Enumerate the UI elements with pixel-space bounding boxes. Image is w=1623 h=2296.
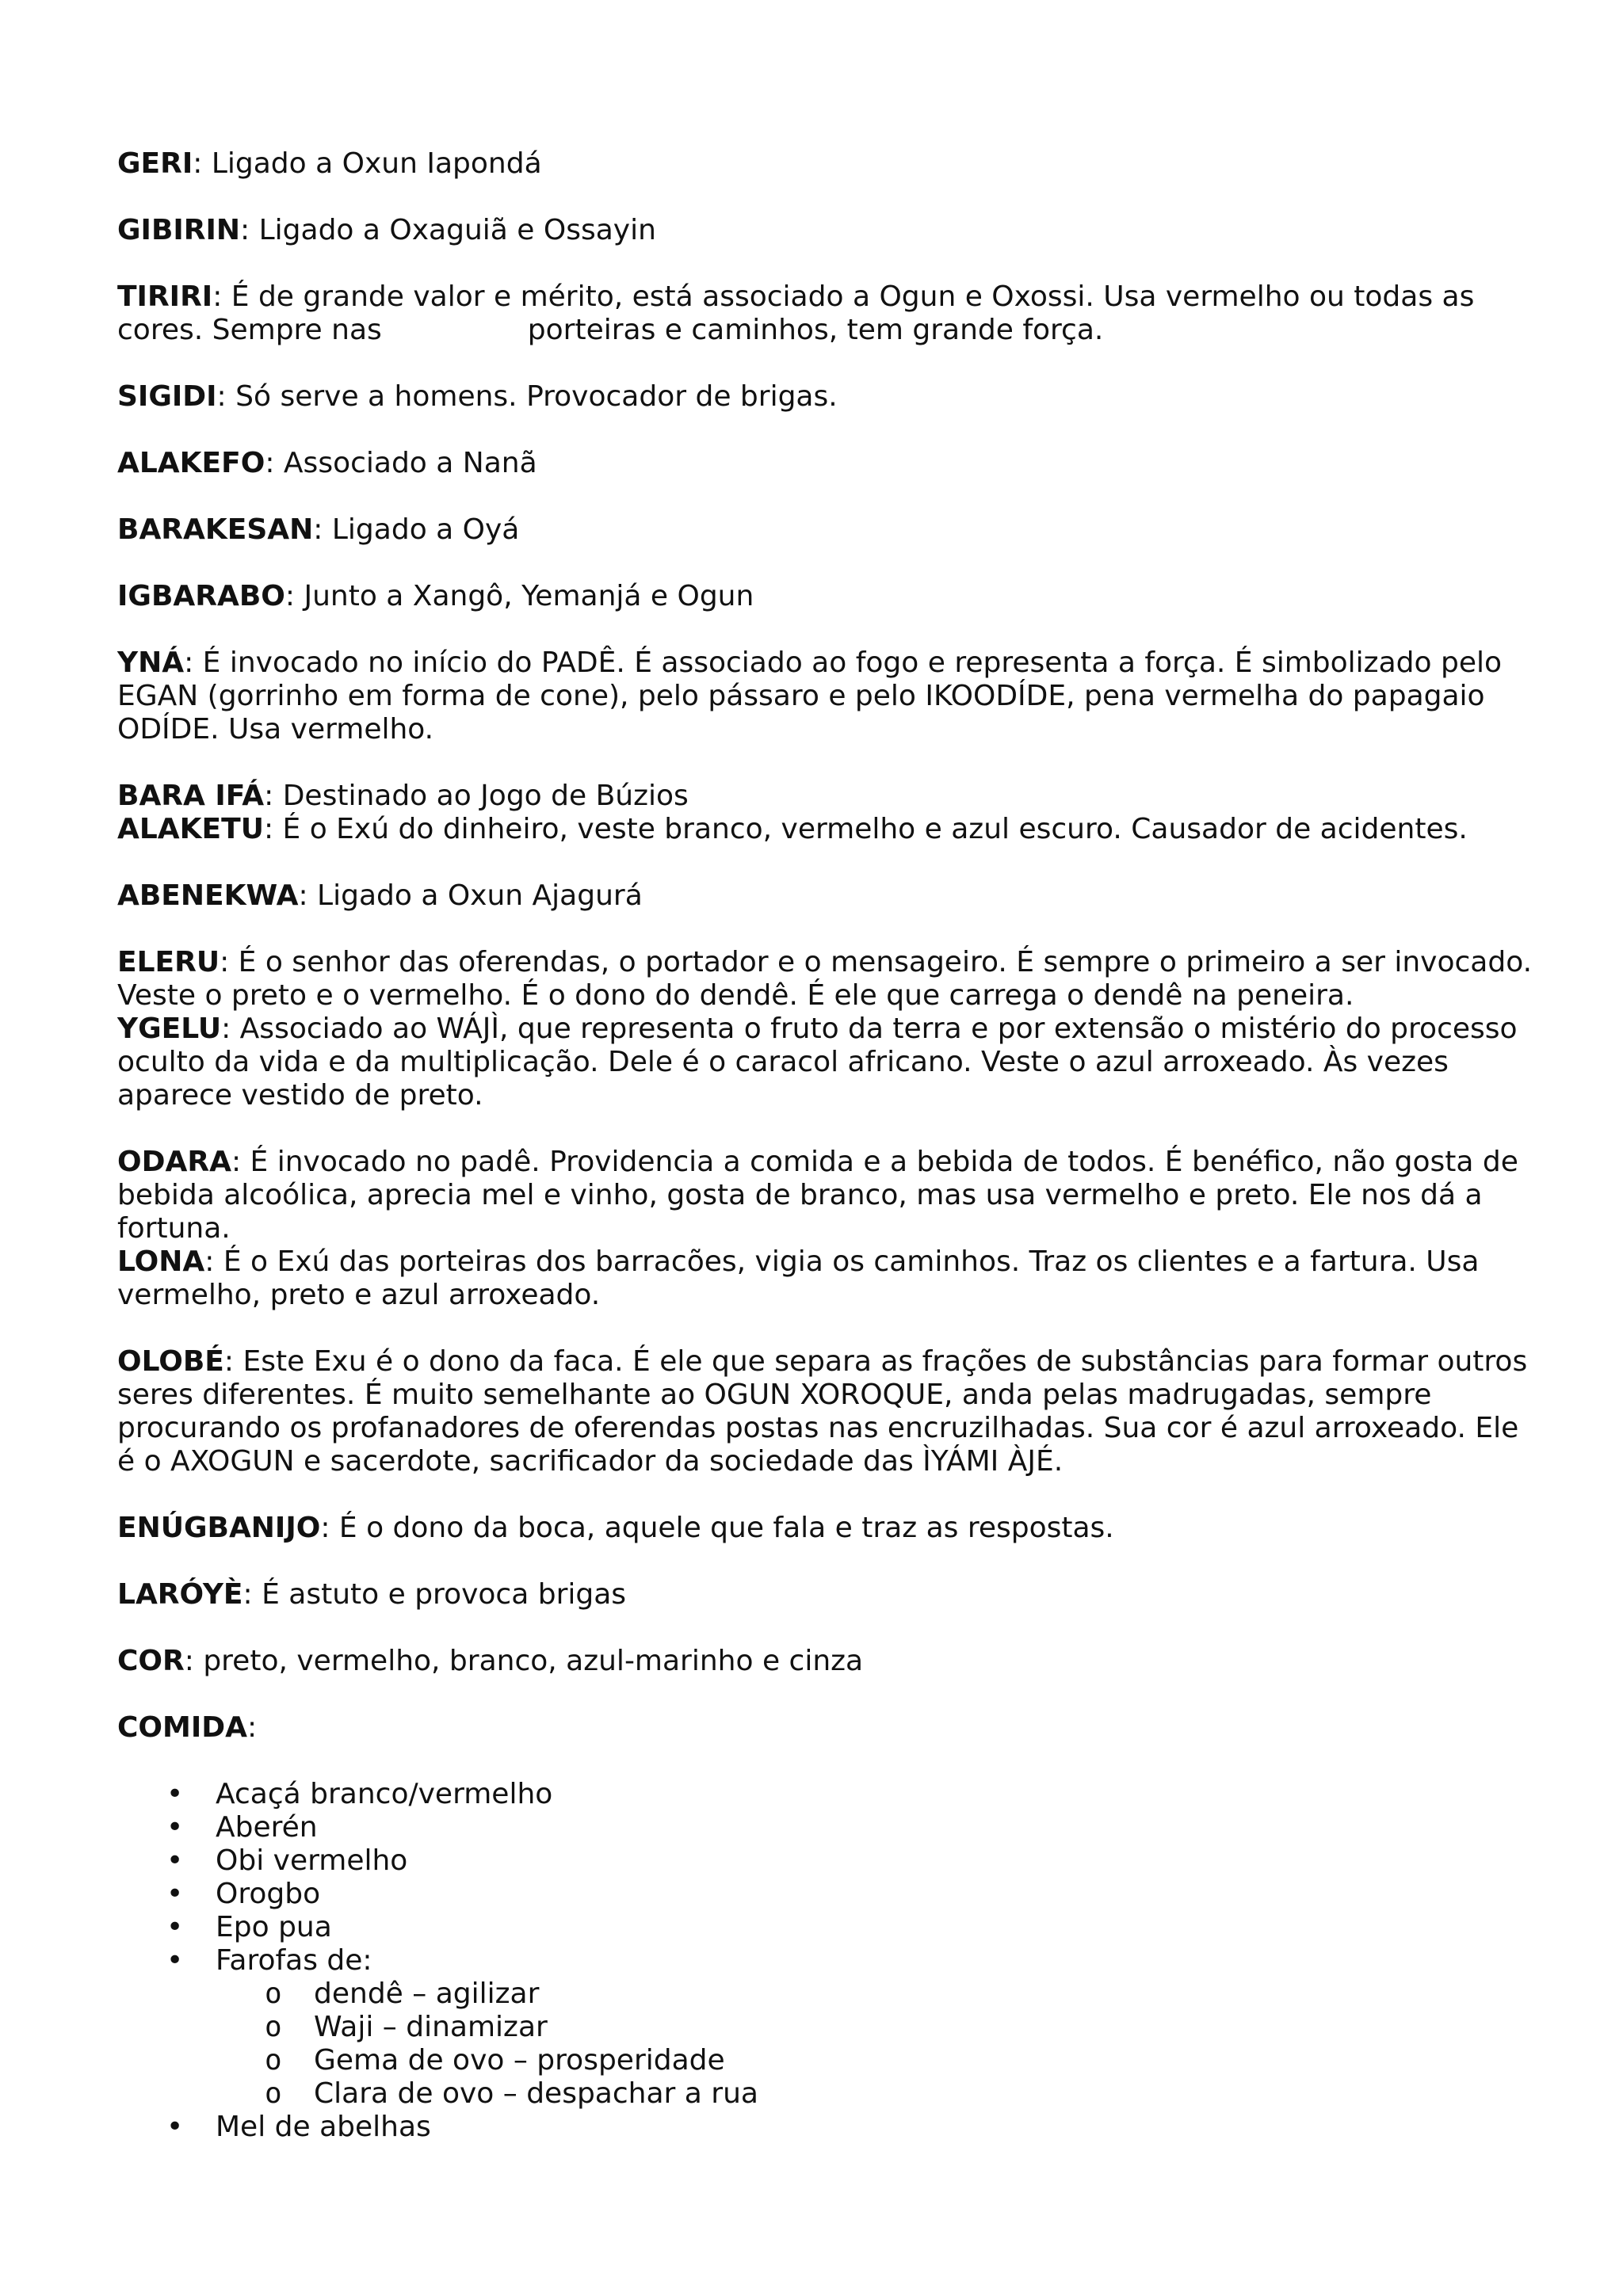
bullet-icon: •	[166, 1878, 184, 1910]
entry-alaketu	[117, 813, 1544, 846]
entry-term: ENÚGBANIJO	[117, 1512, 321, 1544]
entry-geri	[117, 147, 1544, 181]
entry-text-continued: porteiras e caminhos, tem grande força.	[527, 314, 1104, 346]
entry-term: COR	[117, 1645, 185, 1677]
sublist-item-text: Waji – dinamizar	[314, 2011, 548, 2043]
circle-bullet-icon: o	[265, 2077, 282, 2110]
entry-ygelu	[117, 1013, 1544, 1112]
bullet-icon: •	[166, 1811, 184, 1844]
list-item	[117, 1911, 1544, 1944]
entry-text: : Ligado a Oyá	[313, 513, 520, 546]
bullet-icon: •	[166, 1911, 184, 1943]
entry-term: GERI	[117, 147, 193, 180]
entry-olobe	[117, 1345, 1544, 1478]
entry-text: : É o senhor das oferendas, o portador e o mensageiro. É sempre o primeiro a ser invocado. Veste o preto e o vermelho. É o dono do dendê. É ele que carrega o dendê na peneira.	[117, 946, 1533, 1012]
entry-term: BARA IFÁ	[117, 780, 265, 812]
entry-term: COMIDA	[117, 1711, 247, 1744]
entry-enugbanijo	[117, 1512, 1544, 1545]
comida-list	[117, 1778, 1544, 2144]
entry-text: : Este Exu é o dono da faca. É ele que separa as frações de substâncias para formar outros seres diferentes. É muito semelhante ao OGUN XOROQUE, anda pelas madrugadas, sempre procurando os profanadores de oferendas postas nas encruzilhadas. Sua cor é azul arroxeado. Ele é o AXOGUN e sacerdote, sacrificador da sociedade das ÌYÁMI ÀJÉ.	[117, 1345, 1528, 1478]
entry-text: : É astuto e provoca brigas	[242, 1578, 627, 1611]
entry-text: : É o Exú do dinheiro, veste branco, vermelho e azul escuro. Causador de acidentes.	[263, 813, 1468, 845]
entry-term: BARAKESAN	[117, 513, 314, 546]
list-item-farofas	[117, 1944, 1544, 2111]
bullet-icon: •	[166, 1844, 184, 1877]
entry-term: ALAKETU	[117, 813, 264, 845]
list-item-text: Mel de abelhas	[216, 2111, 431, 2143]
entry-text: : É o dono da boca, aquele que fala e traz as respostas.	[320, 1512, 1114, 1544]
entry-eleru	[117, 946, 1544, 1013]
entry-term: SIGIDI	[117, 380, 217, 413]
entry-laroye	[117, 1578, 1544, 1611]
entry-tiriri	[117, 280, 1544, 347]
entry-igbarabo	[117, 580, 1544, 613]
list-item-text: Acaçá branco/vermelho	[216, 1778, 553, 1810]
entry-text: : Junto a Xangô, Yemanjá e Ogun	[285, 580, 754, 612]
entry-text: : preto, vermelho, branco, azul-marinho e cinza	[184, 1645, 864, 1677]
entry-text: : É de grande valor e mérito, está associado a Ogun e Oxossi. Usa vermelho ou todas as cores. Sempre nas	[117, 280, 1475, 346]
entry-abenekwa	[117, 879, 1544, 913]
entry-term: ALAKEFO	[117, 447, 265, 479]
circle-bullet-icon: o	[265, 2044, 282, 2077]
entry-text: : Só serve a homens. Provocador de brigas.	[216, 380, 838, 413]
entry-text: : Associado ao WÁJÌ, que representa o fruto da terra e por extensão o mistério do processo oculto da vida e da multiplicação. Dele é o caracol africano. Veste o azul arroxeado. Às vezes aparece vestido de preto.	[117, 1013, 1518, 1112]
entry-lona	[117, 1245, 1544, 1312]
entry-term: OLOBÉ	[117, 1345, 224, 1378]
sublist-item-text: Clara de ovo – despachar a rua	[314, 2077, 758, 2110]
sublist-item-text: dendê – agilizar	[314, 1978, 540, 2010]
entry-text: : É invocado no início do PADÊ. É associado ao fogo e representa a força. É simbolizado pelo EGAN (gorrinho em forma de cone), pelo pássaro e pelo IKOODÍDE, pena vermelha do papagaio ODÍDE. Usa vermelho.	[117, 646, 1502, 746]
entry-odara	[117, 1146, 1544, 1245]
list-item	[117, 1844, 1544, 1878]
entry-cor	[117, 1645, 1544, 1678]
entry-text: : Destinado ao Jogo de Búzios	[264, 780, 689, 812]
entry-term: YGELU	[117, 1013, 222, 1045]
entry-term: YNÁ	[117, 646, 185, 679]
entry-text: :	[247, 1711, 258, 1744]
list-item-text: Farofas de:	[216, 1944, 372, 1977]
circle-bullet-icon: o	[265, 2011, 282, 2043]
entry-term: ELERU	[117, 946, 220, 978]
entry-text: : Ligado a Oxun Iapondá	[193, 147, 542, 180]
entry-alakefo	[117, 447, 1544, 480]
entry-term: LONA	[117, 1245, 205, 1278]
entry-comida	[117, 1711, 1544, 1745]
entry-bara-ifa	[117, 780, 1544, 813]
entry-term: IGBARABO	[117, 580, 285, 612]
sublist-item	[216, 2077, 1544, 2111]
entry-term: TIRIRI	[117, 280, 213, 313]
list-item	[117, 1778, 1544, 1811]
entry-text: : É invocado no padê. Providencia a comida e a bebida de todos. É benéfico, não gosta de bebida alcoólica, aprecia mel e vinho, gosta de branco, mas usa vermelho e preto. Ele nos dá a fortuna.	[117, 1146, 1518, 1245]
entry-sigidi	[117, 380, 1544, 414]
entry-text: : Ligado a Oxaguiã e Ossayin	[240, 214, 656, 246]
list-item-text: Orogbo	[216, 1878, 321, 1910]
bullet-icon: •	[166, 1944, 184, 1977]
entry-gibirin	[117, 214, 1544, 247]
sublist-item	[216, 2044, 1544, 2077]
list-item-text: Obi vermelho	[216, 1844, 408, 1877]
list-item-text: Aberén	[216, 1811, 318, 1844]
circle-bullet-icon: o	[265, 1978, 282, 2010]
entry-term: LARÓYÈ	[117, 1578, 243, 1611]
sublist-item	[216, 2011, 1544, 2044]
bullet-icon: •	[166, 2111, 184, 2143]
entry-barakesan	[117, 513, 1544, 547]
entry-text: : Ligado a Oxun Ajagurá	[298, 879, 643, 912]
sublist-item	[216, 1978, 1544, 2011]
document-page	[117, 147, 1544, 2144]
entry-text: : Associado a Nanã	[265, 447, 537, 479]
list-item-text: Epo pua	[216, 1911, 332, 1943]
sublist-item-text: Gema de ovo – prosperidade	[314, 2044, 725, 2077]
entry-term: ODARA	[117, 1146, 231, 1178]
entry-text: : É o Exú das porteiras dos barracões, vigia os caminhos. Traz os clientes e a fartura. Usa vermelho, preto e azul arroxeado.	[117, 1245, 1480, 1311]
list-item	[117, 1811, 1544, 1844]
list-item	[117, 1878, 1544, 1911]
entry-term: ABENEKWA	[117, 879, 299, 912]
list-item	[117, 2111, 1544, 2144]
farofas-sublist	[216, 1978, 1544, 2111]
entry-term: GIBIRIN	[117, 214, 241, 246]
entry-yna	[117, 646, 1544, 746]
bullet-icon: •	[166, 1778, 184, 1810]
